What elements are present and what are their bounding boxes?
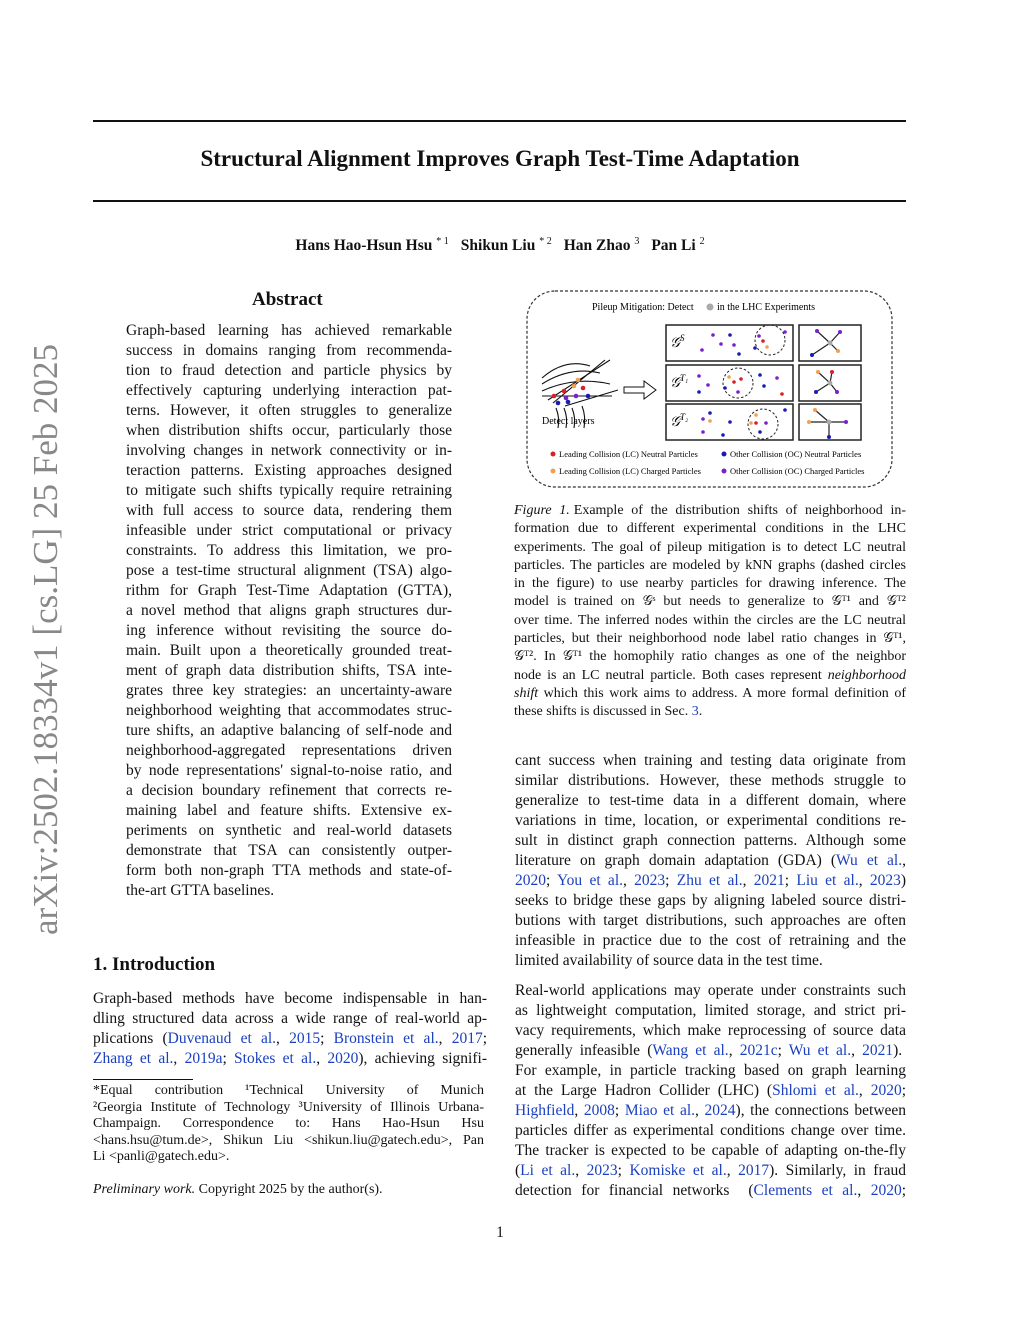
citation-link[interactable]: 2021 bbox=[862, 1042, 894, 1059]
author-affiliation-marker: 2 bbox=[699, 236, 705, 247]
text-segment: , bbox=[902, 852, 906, 869]
text-segment: , bbox=[742, 872, 754, 889]
author-name: Shikun Liu bbox=[460, 237, 536, 255]
text-line: For example, in particle tracking based on graph learning bbox=[515, 1062, 906, 1079]
citation-link[interactable]: 2017 bbox=[451, 1030, 483, 1047]
text-segment: , bbox=[858, 872, 870, 889]
copyright-text: Copyright 2025 by the author(s). bbox=[195, 1182, 383, 1197]
text-segment: , bbox=[575, 1162, 587, 1179]
particle-node bbox=[719, 342, 723, 346]
neighbor-node bbox=[830, 370, 834, 374]
page-number: 1 bbox=[496, 1224, 504, 1241]
text-line bbox=[515, 1081, 906, 1101]
text-line: model is trained on 𝒢ˢ but needs to generalize to 𝒢ᵀ¹ and 𝒢ᵀ² bbox=[514, 594, 906, 610]
citation-link[interactable]: 2008 bbox=[583, 1102, 615, 1119]
neighbor-node bbox=[844, 420, 848, 424]
text-segment: plications ( bbox=[93, 1030, 168, 1047]
text-segment: , bbox=[726, 1162, 739, 1179]
particle-node bbox=[749, 421, 753, 425]
citation-link[interactable]: Stokes et al. bbox=[234, 1050, 317, 1067]
text-line: generalize to test-time data in a different domain, where bbox=[515, 792, 906, 809]
text-line: vacy requirements, which make reprocessing of source data bbox=[515, 1022, 906, 1039]
section-link[interactable]: 3 bbox=[691, 704, 699, 720]
text-segment: literature on graph domain adaptation (GDA) ( bbox=[515, 852, 837, 869]
italic-text: shift bbox=[514, 685, 539, 701]
text-segment: . bbox=[698, 704, 703, 720]
text-line: in the figure) to use nearby particles for drawing inference. The bbox=[514, 576, 906, 592]
figure-1 bbox=[520, 288, 900, 488]
italic-text: neighborhood bbox=[827, 667, 906, 683]
text-segment: Example of the distribution shifts of neighborhood in- bbox=[573, 503, 906, 518]
citation-link[interactable]: 2015 bbox=[289, 1030, 321, 1047]
particle-node bbox=[765, 345, 769, 349]
legend-lc-charged: Leading Collision (LC) Charged Particles bbox=[559, 466, 701, 476]
neighbor-node bbox=[810, 353, 814, 357]
citation-link[interactable]: 2024 bbox=[704, 1102, 736, 1119]
particle-node bbox=[727, 375, 731, 379]
particle-node bbox=[701, 430, 705, 434]
detect-layers-label: Detect layers bbox=[542, 416, 595, 427]
particle-node bbox=[761, 339, 765, 343]
citation-link[interactable]: 2020 bbox=[870, 1082, 902, 1099]
particle-node bbox=[758, 430, 762, 434]
particle-node bbox=[753, 346, 757, 350]
graph-label: 𝒢$^{T_1}$ bbox=[670, 373, 689, 391]
neighbor-node bbox=[816, 370, 820, 374]
text-segment: ). Similarly, in fraud bbox=[769, 1162, 906, 1179]
text-line: <hans.hsu@tum.de>, Shikun Liu <shikun.liu@gatech.edu>, Pan bbox=[93, 1132, 484, 1148]
author bbox=[295, 237, 448, 254]
graph-panel bbox=[666, 325, 861, 361]
footnotes bbox=[93, 1083, 484, 1166]
text-segment: , bbox=[851, 1042, 863, 1059]
particle-node bbox=[697, 390, 701, 394]
target-node bbox=[828, 341, 833, 346]
text-line: form both non-graph TTA methods and state-of- bbox=[126, 862, 452, 879]
text-line: effectively capturing underlying interaction pat- bbox=[126, 382, 452, 399]
graph-label: 𝒢$^{T_2}$ bbox=[670, 412, 689, 430]
text-line: maining label and feature shifts. Extensive ex- bbox=[126, 802, 452, 819]
text-line: variations in time, location, or experimental conditions re- bbox=[515, 812, 906, 829]
text-line bbox=[514, 703, 906, 721]
neighbor-node bbox=[827, 435, 831, 439]
citation-link[interactable]: You et al. bbox=[557, 872, 623, 889]
particle-node bbox=[723, 386, 727, 390]
particle-node bbox=[757, 334, 761, 338]
text-line: formation due to different experimental conditions in the LHC bbox=[514, 521, 906, 537]
text-segment: , bbox=[623, 872, 635, 889]
italic-text: Figure 1. bbox=[514, 503, 570, 518]
text-line: a decision boundary refinement that corrects re- bbox=[126, 782, 452, 799]
citation-link[interactable]: 2023 bbox=[586, 1162, 618, 1179]
text-line: neighborhood-aggregated representations driven bbox=[126, 742, 452, 759]
text-line: particles differ as experimental conditions change over time. bbox=[515, 1122, 906, 1139]
text-line: demonstrate that TSA can consistently outper- bbox=[126, 842, 452, 859]
text-line: grates three key strategies: an uncertainty-aware bbox=[126, 682, 452, 699]
text-segment: ; bbox=[482, 1030, 488, 1047]
particle-node bbox=[708, 411, 712, 415]
text-line: ment of graph data distribution shifts, TSA inte- bbox=[126, 662, 452, 679]
text-segment: ; bbox=[222, 1050, 235, 1067]
text-segment: , bbox=[858, 1082, 871, 1099]
neighbor-node bbox=[838, 330, 842, 334]
text-segment: ; bbox=[777, 1042, 789, 1059]
text-line: over time. The inferred nodes within the circles are the LC neutral bbox=[514, 612, 906, 628]
citation-link[interactable]: Shlomi et al. bbox=[772, 1082, 859, 1099]
neighbor-node bbox=[836, 349, 840, 353]
neighbor-node bbox=[835, 390, 839, 394]
right-paragraph-2 bbox=[515, 981, 906, 1201]
text-line: teraction patterns. Existing approaches designed bbox=[126, 462, 452, 479]
citation-link[interactable]: Zhang et al. bbox=[93, 1050, 174, 1067]
text-segment: node is an LC neutral particle. Both cases represent bbox=[514, 667, 828, 683]
text-line: neighborhood weighting that accommodates struc- bbox=[126, 702, 452, 719]
legend-oc-charged: Other Collision (OC) Charged Particles bbox=[730, 466, 865, 476]
text-line: butions with target distributions, such approaches are often bbox=[515, 912, 906, 929]
text-segment: ; bbox=[546, 872, 558, 889]
text-line: ing inference without revisiting the source do- bbox=[126, 622, 452, 639]
legend-oc-neutral: Other Collision (OC) Neutral Particles bbox=[730, 449, 862, 459]
arrow-right-icon bbox=[624, 381, 656, 399]
citation-link[interactable]: Liu et al. bbox=[796, 872, 859, 889]
text-line: to mitigate such shifts typically require retraining bbox=[126, 482, 452, 499]
text-segment: , bbox=[173, 1050, 185, 1067]
text-line: as lightweight computation, limited storage, and strict pri- bbox=[515, 1002, 906, 1019]
target-node bbox=[827, 420, 832, 425]
citation-link[interactable]: 2021 bbox=[753, 872, 785, 889]
text-segment: ; bbox=[901, 1182, 907, 1199]
text-line bbox=[515, 871, 906, 891]
particle-node bbox=[711, 333, 715, 337]
text-line: ture shifts, an adaptive balancing of self-node and bbox=[126, 722, 452, 739]
author-name: Pan Li bbox=[651, 237, 696, 255]
citation-link[interactable]: Wu et al. bbox=[788, 1042, 852, 1059]
abstract-heading: Abstract bbox=[252, 289, 323, 310]
particle-node bbox=[754, 421, 758, 425]
figure-title-end: in the LHC Experiments bbox=[717, 302, 816, 313]
footnote-rule bbox=[93, 1079, 193, 1080]
text-line bbox=[514, 667, 906, 685]
author-name: Han Zhao bbox=[563, 237, 631, 255]
text-segment: ; bbox=[320, 1030, 334, 1047]
text-segment: generally infeasible ( bbox=[515, 1042, 653, 1059]
text-line: *Equal contribution ¹Technical University of Munich bbox=[93, 1083, 484, 1098]
text-line: dling structured data across a wide range of real-world ap- bbox=[93, 1010, 487, 1027]
intro-paragraph bbox=[93, 989, 487, 1069]
text-line: tion to fraud detection and particle physics by bbox=[126, 362, 452, 379]
citation-link[interactable]: Bronstein et al. bbox=[333, 1030, 439, 1047]
text-segment: which this work aims to address. A more formal definition of bbox=[538, 685, 906, 701]
author-list bbox=[0, 236, 1000, 255]
introduction-heading: 1. Introduction bbox=[93, 954, 216, 975]
text-line: success in domains ranging from recommenda- bbox=[126, 342, 452, 359]
author-affiliation-marker: * 2 bbox=[539, 236, 552, 247]
text-segment: , bbox=[857, 1182, 871, 1199]
text-line: 𝒢ᵀ². In 𝒢ᵀ¹ the homophily ratio changes as one of the neighbor bbox=[514, 649, 906, 665]
particle-node bbox=[708, 419, 712, 423]
text-line: constraints. To address this limitation, we pro- bbox=[126, 542, 452, 559]
text-line bbox=[515, 1101, 906, 1121]
particle-node bbox=[732, 380, 736, 384]
arxiv-stamp: arXiv:2502.18334v1 [cs.LG] 25 Feb 2025 bbox=[26, 343, 65, 935]
neighbor-node bbox=[813, 408, 817, 412]
particle-node bbox=[736, 390, 740, 394]
particle-node bbox=[721, 433, 725, 437]
citation-link[interactable]: 2021c bbox=[739, 1042, 778, 1059]
citation-link[interactable]: 2020 bbox=[327, 1050, 359, 1067]
text-line bbox=[515, 851, 906, 871]
particle-node bbox=[762, 384, 766, 388]
citation-link[interactable]: Highfield bbox=[515, 1102, 575, 1119]
text-line: when distribution shifts occur, particularly those bbox=[126, 422, 452, 439]
citation-link[interactable]: 2020 bbox=[870, 1182, 902, 1199]
citation-link[interactable]: 2020 bbox=[515, 872, 546, 889]
text-line: particles. The particles are modeled by kNN graphs (dashed circles bbox=[514, 557, 906, 573]
citation-link[interactable]: Duvenaud et al. bbox=[167, 1030, 277, 1047]
particle-node bbox=[739, 377, 743, 381]
author bbox=[564, 237, 640, 254]
text-line: with full access to source data, rendering them bbox=[126, 502, 452, 519]
text-line: a novel method that aligns graph structures dur- bbox=[126, 602, 452, 619]
author-affiliation-marker: 3 bbox=[634, 236, 640, 247]
author-name: Hans Hao-Hsun Hsu bbox=[295, 237, 433, 255]
text-segment: ) bbox=[900, 872, 907, 889]
text-line: Champaign. Correspondence to: Hans Hao-Hsun Hsu bbox=[93, 1116, 484, 1131]
particle-node bbox=[700, 348, 704, 352]
text-segment: , bbox=[728, 1042, 740, 1059]
legend-lc-neutral: Leading Collision (LC) Neutral Particles bbox=[559, 449, 698, 459]
text-segment: , bbox=[438, 1030, 452, 1047]
preliminary-note bbox=[93, 1182, 383, 1198]
text-segment: these shifts is discussed in Sec. bbox=[514, 704, 692, 720]
text-segment: , bbox=[574, 1102, 584, 1119]
text-line: rithm for Graph Test-Time Adaptation (GTTA), bbox=[126, 582, 452, 599]
citation-link[interactable]: 2019a bbox=[184, 1050, 223, 1067]
citation-link[interactable]: Miao et al. bbox=[624, 1102, 696, 1119]
text-line: cant success when training and testing data originate from bbox=[515, 752, 906, 769]
text-segment: ). bbox=[893, 1042, 907, 1059]
graph-label: 𝒢$^S$ bbox=[670, 333, 685, 351]
text-line bbox=[515, 1161, 906, 1181]
citation-link[interactable]: Li et al. bbox=[520, 1162, 576, 1179]
target-node bbox=[828, 381, 833, 386]
text-line: involving changes in network connectivity or in- bbox=[126, 442, 452, 459]
text-line: sult in distinct graph connection patterns. Although some bbox=[515, 832, 906, 849]
particle-node bbox=[780, 392, 784, 396]
text-segment: , bbox=[695, 1102, 705, 1119]
text-line: Li <panli@gatech.edu>. bbox=[93, 1149, 230, 1164]
text-line bbox=[93, 1029, 487, 1049]
text-segment: detection for financial networks ( bbox=[515, 1182, 754, 1199]
particle-node bbox=[737, 352, 741, 356]
text-line: terns. However, it often struggles to generalize bbox=[126, 402, 452, 419]
particle-node bbox=[728, 333, 732, 337]
text-line bbox=[515, 1181, 906, 1201]
particle-node bbox=[706, 383, 710, 387]
text-segment: at the Large Hadron Collider (LHC) ( bbox=[515, 1082, 773, 1099]
text-line: main. Built upon a theoretically grounded treat- bbox=[126, 642, 452, 659]
figure-caption bbox=[514, 502, 906, 722]
text-segment: ; bbox=[901, 1082, 906, 1099]
text-segment: ), the connections between bbox=[735, 1102, 907, 1119]
particle-node bbox=[732, 343, 736, 347]
text-segment: ; bbox=[617, 1162, 630, 1179]
text-segment: ; bbox=[665, 872, 677, 889]
citation-link[interactable]: Zhu et al. bbox=[676, 872, 743, 889]
text-line: similar distributions. However, these methods struggle to bbox=[515, 772, 906, 789]
particle-node bbox=[728, 420, 732, 424]
graph-panel bbox=[666, 404, 861, 440]
text-line: Graph-based learning has achieved remarkable bbox=[126, 322, 452, 339]
text-line: particles, but their neighborhood node label ratio changes in 𝒢ᵀ¹, bbox=[514, 631, 906, 647]
text-line: Real-world applications may operate under constraints such bbox=[515, 982, 906, 999]
text-segment: , bbox=[276, 1030, 290, 1047]
particle-node bbox=[783, 330, 787, 334]
text-line: the-art GTTA baselines. bbox=[126, 882, 275, 899]
text-line bbox=[93, 1049, 487, 1069]
figure-legend bbox=[551, 449, 865, 476]
top-rule bbox=[93, 120, 906, 122]
citation-link[interactable]: 2023 bbox=[634, 872, 666, 889]
text-line: experiments. The goal of pileup mitigation is to detect LC neutral bbox=[514, 539, 906, 555]
text-line: by node representations' signal-to-noise ratio, and bbox=[126, 762, 452, 779]
text-segment: ; bbox=[614, 1102, 625, 1119]
text-segment: ), achieving signifi- bbox=[358, 1050, 487, 1067]
text-line: infeasible under strict computational or privacy bbox=[126, 522, 452, 539]
particle-node bbox=[783, 408, 787, 412]
particle-node bbox=[764, 421, 768, 425]
text-line: infeasible in practice due to the cost of retraining and the bbox=[515, 932, 906, 949]
citation-link[interactable]: 2017 bbox=[738, 1162, 770, 1179]
text-segment: , bbox=[316, 1050, 328, 1067]
text-line: pose a test-time structural alignment (TSA) algo- bbox=[126, 562, 452, 579]
citation-link[interactable]: Komiske et al. bbox=[629, 1162, 727, 1179]
figure-title: Pileup Mitigation: Detect bbox=[592, 302, 694, 313]
text-line: periments on synthetic and real-world datasets bbox=[126, 822, 452, 839]
particle-node bbox=[775, 376, 779, 380]
text-segment: ; bbox=[784, 872, 797, 889]
right-paragraph-1 bbox=[515, 751, 906, 971]
citation-link[interactable]: Wu et al. bbox=[836, 852, 903, 869]
text-line: The tracker is expected to be capable of adapting on-the-fly bbox=[515, 1142, 906, 1159]
preliminary-label: Preliminary work. bbox=[93, 1182, 196, 1197]
citation-link[interactable]: Wang et al. bbox=[652, 1042, 729, 1059]
text-segment: ( bbox=[515, 1162, 521, 1179]
author bbox=[651, 237, 704, 254]
neighbor-node bbox=[815, 329, 819, 333]
author bbox=[461, 237, 552, 254]
text-line: ²Georgia Institute of Technology ³University of Illinois Urbana- bbox=[93, 1099, 484, 1115]
text-line bbox=[515, 1041, 906, 1061]
particle-node bbox=[701, 417, 705, 421]
particle-node bbox=[758, 373, 762, 377]
text-line: limited availability of source data in the test time. bbox=[515, 952, 823, 969]
paper-title: Structural Alignment Improves Graph Test-Time Adaptation bbox=[200, 146, 800, 171]
citation-link[interactable]: Clements et al. bbox=[753, 1182, 858, 1199]
citation-link[interactable]: 2023 bbox=[869, 872, 901, 889]
target-node-dot-icon bbox=[707, 304, 714, 311]
particle-node bbox=[697, 374, 701, 378]
title-bottom-rule bbox=[93, 200, 906, 202]
abstract-body bbox=[126, 321, 452, 901]
author-affiliation-marker: * 1 bbox=[436, 236, 449, 247]
neighbor-node bbox=[807, 420, 811, 424]
text-line bbox=[514, 685, 906, 703]
text-line: Graph-based methods have become indispensable in han- bbox=[93, 990, 487, 1007]
text-line bbox=[514, 502, 906, 520]
text-line: seeks to bridge these gaps by aligning labeled source distri- bbox=[515, 892, 906, 909]
neighbor-node bbox=[814, 390, 818, 394]
particle-node bbox=[754, 413, 758, 417]
graph-panel bbox=[666, 365, 861, 401]
